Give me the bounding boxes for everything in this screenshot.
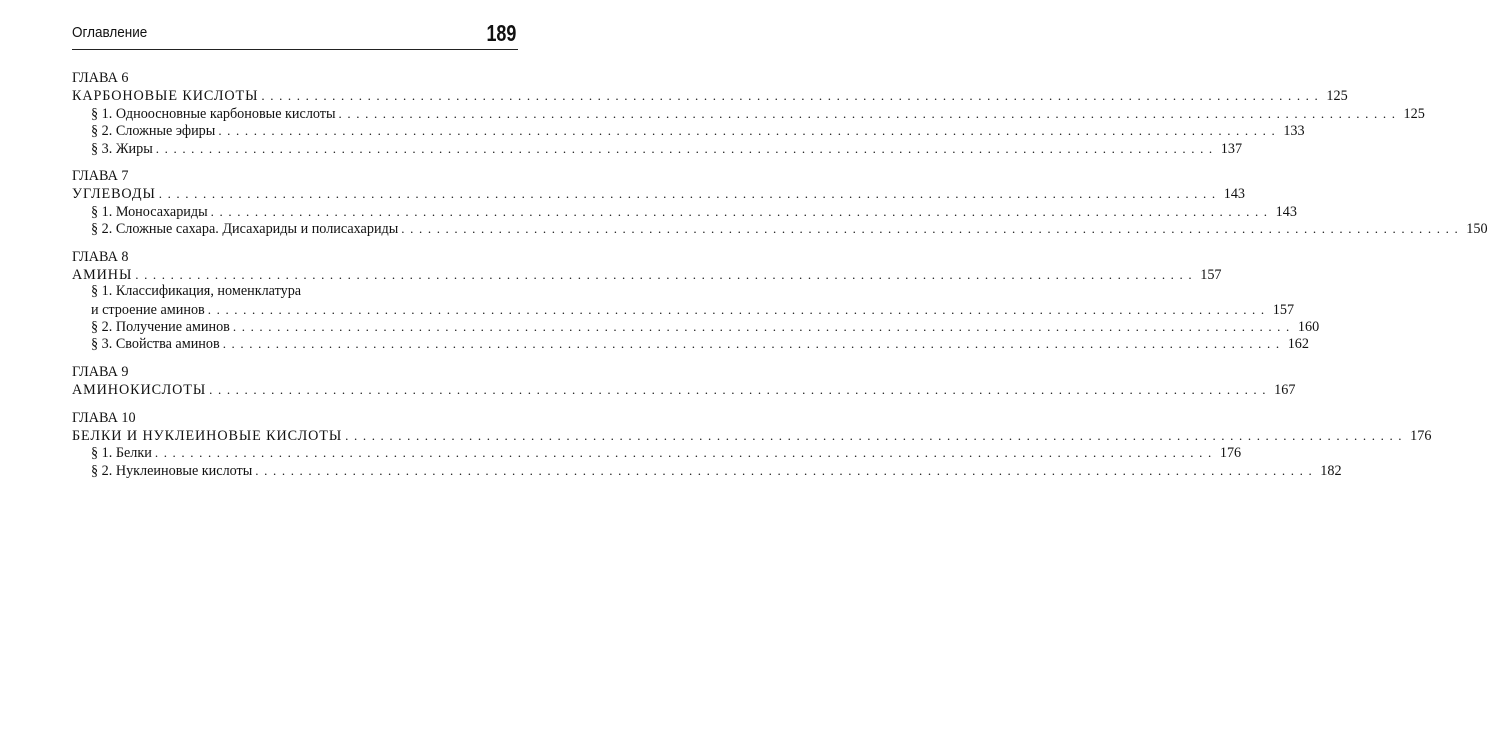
chapter-6 bbox=[72, 70, 1425, 157]
page-ref: 125 bbox=[1326, 88, 1348, 105]
chapter-title: АМИНОКИСЛОТЫ bbox=[72, 382, 207, 399]
section-title: § 2. Получение аминов bbox=[91, 319, 230, 336]
chapter-title-entry[interactable] bbox=[72, 381, 1296, 399]
chapter-label: ГЛАВА 8 bbox=[72, 248, 129, 265]
chapter-title-entry[interactable] bbox=[72, 87, 1348, 105]
section-title: § 1. Белки bbox=[91, 445, 152, 462]
page-header bbox=[72, 22, 516, 46]
chapter-title-entry[interactable] bbox=[72, 266, 1222, 283]
page-ref: 176 bbox=[1410, 428, 1432, 445]
running-title: Оглавление bbox=[72, 24, 148, 41]
chapter-label: ГЛАВА 9 bbox=[72, 363, 129, 380]
dot-leader: ........................................................................................................................ bbox=[222, 336, 1285, 352]
page-number: 189 bbox=[486, 20, 516, 46]
chapter-10 bbox=[72, 409, 1432, 480]
chapter-label: ГЛАВА 10 bbox=[72, 409, 136, 426]
page-ref: 143 bbox=[1223, 186, 1246, 203]
chapter-label: ГЛАВА 7 bbox=[72, 167, 129, 184]
page-ref: 160 bbox=[1297, 319, 1320, 336]
chapter-title: АМИНЫ bbox=[72, 266, 133, 283]
chapter-title: КАРБОНОВЫЕ КИСЛОТЫ bbox=[72, 88, 259, 105]
chapter-title-entry[interactable] bbox=[72, 427, 1432, 445]
dot-leader: ........................................................................................................................ bbox=[232, 319, 1295, 335]
page-ref: 162 bbox=[1287, 336, 1309, 353]
dot-leader: ........................................................................................................................ bbox=[135, 266, 1198, 282]
dot-leader: ........................................................................................................................ bbox=[154, 445, 1217, 461]
header-rule bbox=[72, 49, 518, 50]
section-title: § 2. Сложные эфиры bbox=[91, 123, 216, 140]
section-title: § 2. Нуклеиновые кислоты bbox=[91, 462, 253, 479]
chapter-title: УГЛЕВОДЫ bbox=[72, 186, 156, 203]
dot-leader: ........................................................................................................................ bbox=[209, 382, 1272, 398]
section-entry[interactable] bbox=[72, 462, 1342, 479]
section-entry[interactable] bbox=[72, 444, 1242, 462]
section-title: § 3. Свойства аминов bbox=[91, 336, 220, 353]
dot-leader: ........................................................................................................................ bbox=[255, 462, 1318, 478]
section-title: § 1. Одноосновные карбоновые кислоты bbox=[91, 105, 336, 122]
section-title-line2: и строение аминов bbox=[91, 301, 205, 318]
page-ref: 137 bbox=[1220, 140, 1243, 157]
dot-leader: ........................................................................................................................ bbox=[345, 428, 1408, 444]
page-ref: 157 bbox=[1200, 266, 1222, 283]
page-ref: 125 bbox=[1403, 105, 1425, 122]
section-entry[interactable] bbox=[72, 122, 1305, 140]
page-ref: 150 bbox=[1466, 221, 1488, 238]
dot-leader: ........................................................................................................................ bbox=[207, 301, 1270, 317]
chapter-9 bbox=[72, 363, 1296, 399]
section-entry[interactable] bbox=[72, 203, 1297, 220]
section-title-line1[interactable]: § 1. Классификация, номенклатура bbox=[91, 283, 302, 300]
section-title: § 2. Сложные сахара. Дисахариды и полисахариды bbox=[91, 221, 399, 238]
section-entry[interactable] bbox=[72, 105, 1425, 122]
section-entry[interactable] bbox=[72, 220, 1488, 238]
page-ref: 157 bbox=[1272, 301, 1295, 318]
section-entry[interactable] bbox=[72, 140, 1243, 157]
page-ref: 176 bbox=[1219, 445, 1242, 462]
page-ref: 182 bbox=[1320, 462, 1342, 479]
section-title: § 1. Моносахариды bbox=[91, 203, 208, 220]
dot-leader: ........................................................................................................................ bbox=[401, 221, 1464, 237]
chapter-7 bbox=[72, 167, 1488, 238]
section-title: § 3. Жиры bbox=[91, 140, 153, 157]
dot-leader: ........................................................................................................................ bbox=[158, 186, 1221, 202]
section-entry[interactable] bbox=[72, 335, 1309, 353]
dot-leader: ........................................................................................................................ bbox=[218, 123, 1281, 139]
section-entry[interactable] bbox=[72, 301, 1295, 318]
section-entry[interactable] bbox=[72, 318, 1320, 336]
chapter-title-entry[interactable] bbox=[72, 185, 1246, 203]
dot-leader: ........................................................................................................................ bbox=[210, 203, 1273, 219]
table-of-contents bbox=[72, 70, 1488, 490]
page-ref: 133 bbox=[1283, 123, 1305, 140]
dot-leader: ........................................................................................................................ bbox=[155, 140, 1218, 156]
page-ref: 167 bbox=[1274, 382, 1296, 399]
dot-leader: ........................................................................................................................ bbox=[261, 88, 1324, 104]
chapter-8 bbox=[72, 248, 1320, 353]
dot-leader: ........................................................................................................................ bbox=[338, 105, 1401, 121]
chapter-title: БЕЛКИ И НУКЛЕИНОВЫЕ КИСЛОТЫ bbox=[72, 428, 343, 445]
chapter-label: ГЛАВА 6 bbox=[72, 70, 129, 86]
page-ref: 143 bbox=[1275, 203, 1297, 220]
